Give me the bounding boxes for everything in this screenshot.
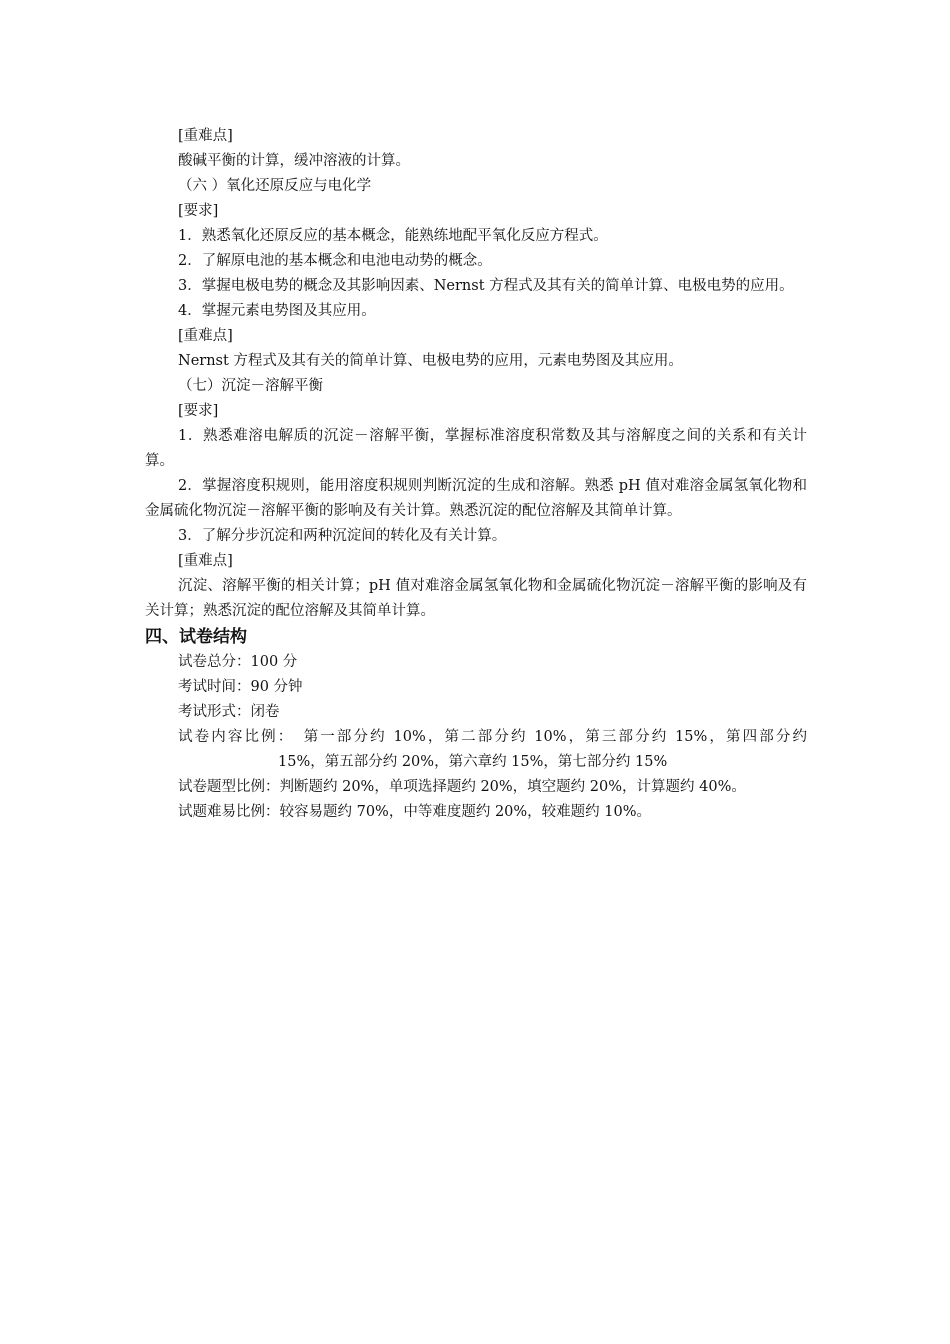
section-6-title: （六 ）氧化还原反应与电化学	[178, 178, 372, 194]
section-7-title: （七）沉淀－溶解平衡	[178, 378, 323, 394]
question-type-ratio: 试卷题型比例：判断题约 20%，单项选择题约 20%，填空题约 20%，计算题约 40%。	[178, 779, 746, 795]
requirements-label: [要求]	[178, 403, 219, 419]
requirement-item: 3．掌握电极电势的概念及其影响因素、Nernst 方程式及其有关的简单计算、电极电势的应用。	[178, 278, 794, 294]
requirement-item: 2．了解原电池的基本概念和电池电动势的概念。	[178, 253, 492, 269]
keypoints-label: [重难点]	[178, 128, 233, 144]
keypoints-label: [重难点]	[178, 328, 233, 344]
document-page	[145, 124, 807, 825]
content-ratio	[145, 725, 807, 775]
keypoints-label: [重难点]	[178, 553, 233, 569]
exam-total-score: 试卷总分：100 分	[178, 654, 298, 670]
requirement-item: 1．熟悉难溶电解质的沉淀－溶解平衡，掌握标准溶度积常数及其与溶解度之间的关系和有关计算。	[145, 428, 807, 469]
requirement-item: 4．掌握元素电势图及其应用。	[178, 303, 376, 319]
requirement-item: 2．掌握溶度积规则，能用溶度积规则判断沉淀的生成和溶解。熟悉 pH 值对难溶金属氢氧化物和金属硫化物沉淀－溶解平衡的影响及有关计算。熟悉沉淀的配位溶解及其简单计算。	[145, 478, 807, 519]
section-4-heading: 四、试卷结构	[145, 627, 247, 647]
keypoints-text: 酸碱平衡的计算，缓冲溶液的计算。	[178, 153, 410, 169]
keypoints-text: Nernst 方程式及其有关的简单计算、电极电势的应用，元素电势图及其应用。	[178, 353, 683, 369]
content-ratio-line-2: 15%，第五部分约 20%，第六章约 15%，第七部分约 15%	[278, 754, 668, 770]
exam-form: 考试形式：闭卷	[178, 704, 280, 720]
exam-time: 考试时间：90 分钟	[178, 679, 303, 695]
difficulty-ratio: 试题难易比例：较容易题约 70%，中等难度题约 20%，较难题约 10%。	[178, 804, 652, 820]
keypoints-text: 沉淀、溶解平衡的相关计算；pH 值对难溶金属氢氧化物和金属硫化物沉淀－溶解平衡的影响及有关计算；熟悉沉淀的配位溶解及其简单计算。	[145, 578, 807, 619]
content-ratio-line-1: 试卷内容比例： 第一部分约 10%，第二部分约 10%，第三部分约 15%，第四部分约	[178, 729, 807, 745]
requirement-item: 3．了解分步沉淀和两种沉淀间的转化及有关计算。	[178, 528, 507, 544]
requirements-label: [要求]	[178, 203, 219, 219]
requirement-item: 1．熟悉氧化还原反应的基本概念，能熟练地配平氧化反应方程式。	[178, 228, 608, 244]
